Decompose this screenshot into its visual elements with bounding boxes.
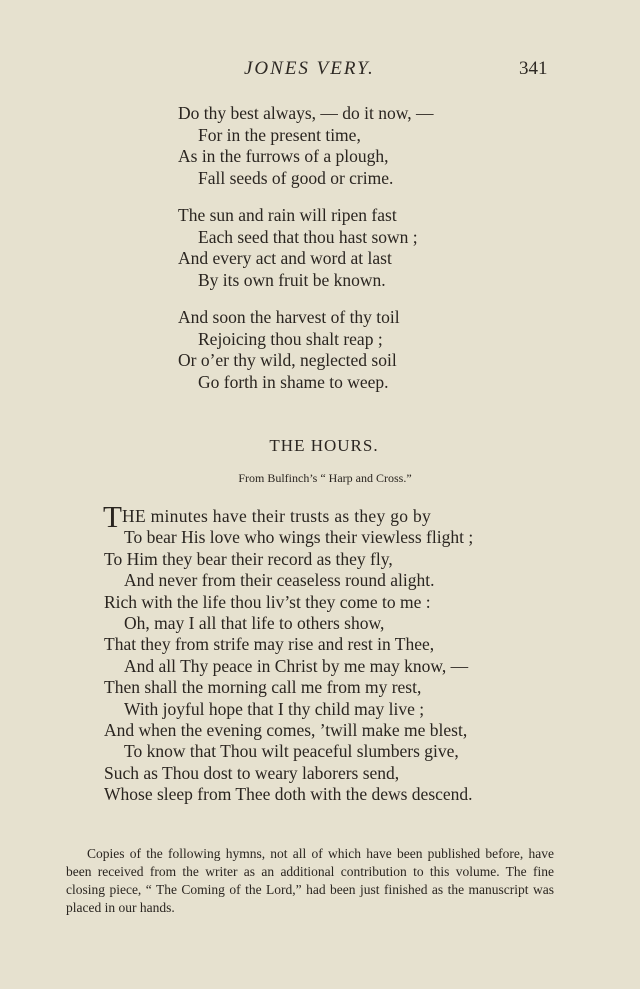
poem-line: Then shall the morning call me from my rest, [104,677,422,698]
poem-first-line [103,499,473,534]
poem-line: Rich with the life thou liv’st they come to me : [104,591,431,612]
running-head [0,58,640,84]
poem-line: Each seed that thou hast sown ; [198,226,418,247]
drop-cap: T [103,499,122,534]
poem-line: Fall seeds of good or crime. [198,167,394,188]
poem-line: Rejoicing thou shalt reap ; [198,328,383,349]
poem-stanza-2 [178,205,418,291]
poem-stanza-3 [178,307,400,393]
editorial-note: Copies of the following hymns, not all of which have been published before, have been received from the writer as an additional contribution to this volume. The fine closing piece, “ The Coming of the Lord,” had been just finished as the manuscript was placed in our hands. [66,846,554,915]
poem-line: Or o’er thy wild, neglected soil [178,350,397,370]
poem-line: The sun and rain will ripen fast [178,205,397,225]
poem-line: And when the evening comes, ’twill make me blest, [104,720,468,741]
poem-line: By its own fruit be known. [198,269,386,290]
poem-line: That they from strife may rise and rest in Thee, [104,634,435,655]
poem-line: To Him they bear their record as they fly, [104,548,393,569]
poem-line: HE minutes have their trusts as they go by [122,506,432,526]
poem-line: For in the present time, [198,124,361,145]
poem-line: To bear His love who wings their viewless flight ; [124,527,474,548]
poem-line: Do thy best always, — do it now, — [178,103,434,123]
poem-line: Go forth in shame to weep. [198,371,389,392]
poem-line: And all Thy peace in Christ by me may know, — [124,655,469,676]
poem-line: As in the furrows of a plough, [178,146,389,166]
poem-line: And never from their ceaseless round alight. [124,570,435,591]
poem-line: Such as Thou dost to weary laborers send, [104,762,400,783]
poem-line: With joyful hope that I thy child may live ; [124,698,425,719]
poem-line: To know that Thou wilt peaceful slumbers give, [124,741,459,762]
poem-title: THE HOURS. [269,436,379,455]
running-title: JONES VERY. [244,58,375,79]
poem-line: Whose sleep from Thee doth with the dews descend. [104,784,473,805]
poem-line: And soon the harvest of thy toil [178,307,400,327]
hours-poem [103,499,474,806]
poem-line: Oh, may I all that life to others show, [124,613,385,634]
poem-line: And every act and word at last [178,248,392,268]
poem-source: From Bulfinch’s “ Harp and Cross.” [238,471,412,485]
page-number: 341 [519,58,548,79]
poem-stanza-1 [178,103,434,189]
